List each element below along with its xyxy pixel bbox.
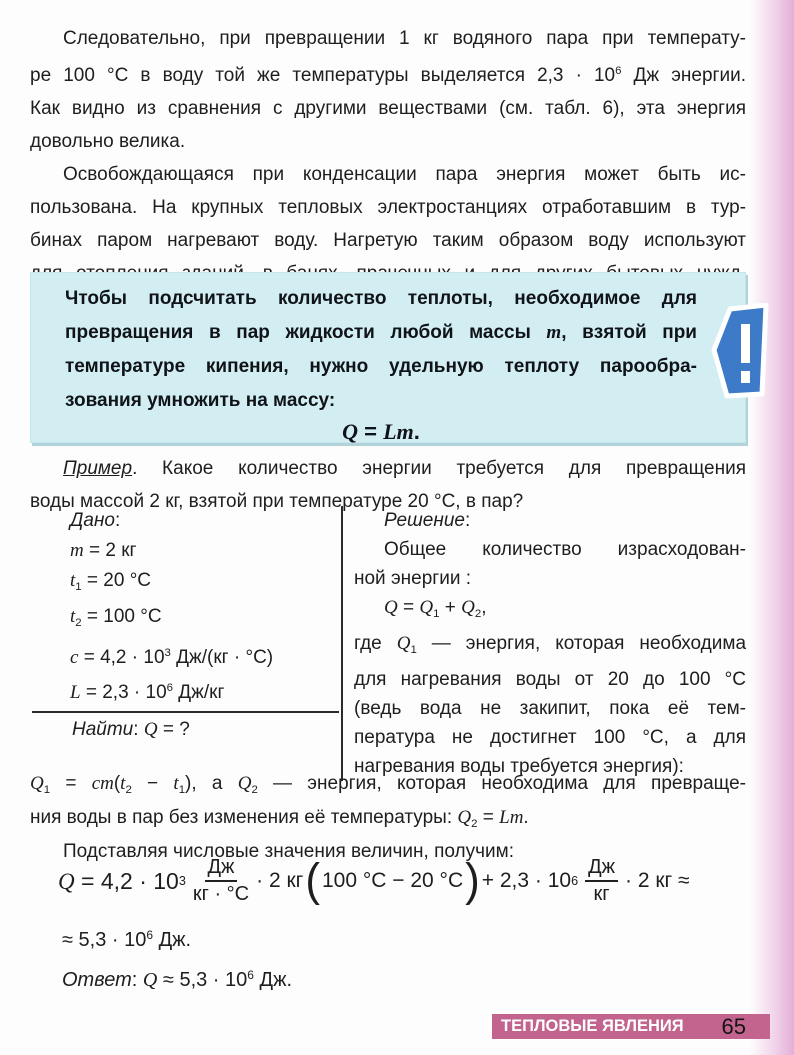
calculation-formula [58,856,758,906]
tail-line: Подставляя числовые значения величин, получим: [63,840,514,862]
highlight-rule-box [30,272,746,443]
footer-bar [492,1014,770,1039]
rule-formula-q-lm: Q = Lm. [342,419,420,444]
example-line: воды массой 2 кг, взятой при температуре 20 °С, в пар? [30,491,524,512]
paragraph-line: пользована. На крупных тепловых электростанциях отработавшим в тур- [30,197,746,218]
paragraph-line: ре 100 °С в воду той же температуры выделяется $2,3 \cdot 10^6$ Дж энергии. [30,64,746,86]
rule-line: Чтобы подсчитать количество теплоты, необходимое для [65,288,697,309]
answer-line: Ответ: $Q \approx 5,3 \cdot 10^6$ Дж. [62,968,293,992]
solution-line: где $Q_1$ — энергия, которая необходима [354,632,747,656]
exclamation-icon [711,303,769,399]
close-paren: ) [465,854,480,907]
solution-line: для нагревания воды от 20 до 100 °С [354,668,746,690]
solution-line: ной энергии : [354,568,471,589]
given-row-t1: $t_1 = 20$ °С [70,570,152,593]
formula-exponent: 3 [178,874,186,888]
solution-line: пература не достигнет 100 °С, а для [354,726,746,748]
given-divider-line [32,711,339,713]
tail-line: $Q_1 = cm(t_2 - t_1)$, а $Q_2$ — энергия, которая необходима для превраще- [30,773,746,796]
given-title: Дано: [70,510,121,531]
fraction-j-per-kg-degc: $\frac{Дж}{кг \cdot ^\circ С}$ [192,856,250,905]
paragraph-line: Освобождающаяся при конденсации пара энергия может быть ис- [63,164,746,185]
fraction-j-per-kg: $\frac{Дж}{кг}$ [585,856,618,906]
formula-temp-difference: 100 °С − 20 °С [321,869,464,892]
solution-line: Общее количество израсходован- [384,539,746,560]
paragraph-line: Как видно из сравнения с другими веществами (см. табл. 6), эта энергия [30,97,746,119]
find-row: Найти: Q = ? [72,718,190,740]
chapter-title: ТЕПЛОВЫЕ ЯВЛЕНИЯ [501,1017,684,1035]
given-row-t2: $t_2 = 100$ °С [70,605,162,629]
paragraph-line: довольно велика. [30,130,186,152]
continuation-paragraph [30,770,746,866]
solution-line: нагревания воды требуется энергия): [354,755,684,777]
solution-title: Решение: [384,510,471,531]
formula-mass2: · 2 кг ≈ [625,869,690,892]
rule-line: температуре кипения, нужно удельную теплоту парообра- [65,356,697,377]
formula-exponent: 6 [571,874,579,888]
approx-result-line: ≈ $5,3 \cdot 10^6$ Дж. [62,928,192,952]
solution-column [341,506,746,781]
given-row-L: $L = 2,3 \cdot 10^6$ Дж/кг [70,681,225,703]
open-paren: ( [305,854,320,907]
given-solution-columns [30,506,746,781]
solution-line: (ведь вода не закипит, пока её тем- [354,697,746,719]
given-row-c: $c = 4,2 \cdot 10^3$ Дж/(кг · °С) [70,646,274,668]
formula-plus-term: + 2,3 · 10 [481,869,572,892]
page-number: 65 [721,1013,746,1039]
paragraph-power-stations [30,158,746,290]
solution-equation-q-sum: $Q = Q_1 + Q_2$, [384,597,487,620]
given-row-mass: m = 2 кг [70,540,137,561]
given-column [30,506,341,781]
paragraph-line: бинах паром нагревают воду. Нагретую таким образом воду используют [30,230,746,251]
rule-line: превращения в пар жидкости любой массы m, взятой при [65,322,697,343]
rule-line: зования умножить на массу: [65,390,336,411]
tail-line: ния воды в пар без изменения её температуры: $Q_2 = Lm$. [30,806,529,830]
example-line: Пример. Какое количество энергии требуется для превращения [63,458,746,479]
paragraph-line: Следовательно, при превращении 1 кг водяного пара при температу- [63,28,746,49]
formula-lead: Q = 4,2 · 10 [58,867,179,894]
paragraph-condensation-energy [30,22,746,158]
formula-mass1: · 2 кг [256,869,304,892]
